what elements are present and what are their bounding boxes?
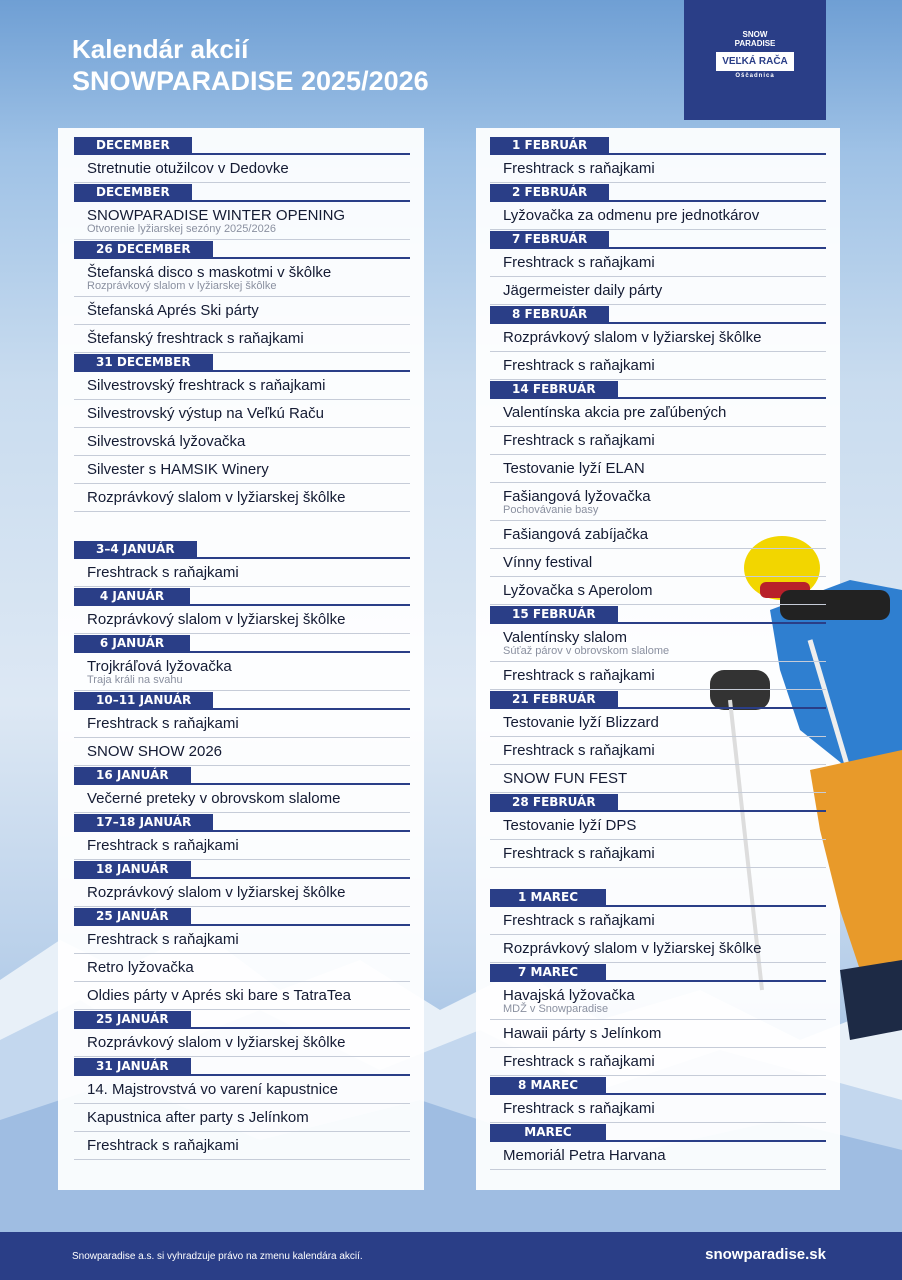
event-title: Testovanie lyží Blizzard (503, 714, 659, 731)
event-item (74, 877, 410, 907)
date-header: 4 JANUÁR (74, 588, 190, 605)
event-title: Silvestrovský freshtrack s raňajkami (87, 377, 326, 394)
date-header: 7 MAREC (490, 964, 606, 981)
event-title: Štefanská disco s maskotmi v škôlke (87, 264, 332, 281)
event-item (490, 1140, 826, 1170)
section-gap (490, 868, 826, 888)
left-column (74, 136, 410, 1160)
logo-sub: Oščadnica (735, 73, 775, 79)
event-title: SNOW FUN FEST (503, 770, 628, 787)
event-title: Štefanská Aprés Ski párty (87, 302, 259, 319)
event-subtitle: Pochovávanie basy (503, 504, 599, 516)
date-header: 17–18 JANUÁR (74, 814, 213, 831)
event-item (490, 1048, 826, 1076)
brand-logo (684, 0, 826, 120)
date-header-row (74, 691, 410, 708)
event-item (490, 707, 826, 737)
event-title: Freshtrack s raňajkami (503, 432, 655, 449)
event-item (490, 277, 826, 305)
event-title: Rozprávkový slalom v lyžiarskej škôlke (87, 489, 346, 506)
date-header: 7 FEBRUÁR (490, 231, 609, 248)
event-title: Freshtrack s raňajkami (503, 912, 655, 929)
event-title: Fašiangová zabíjačka (503, 526, 649, 543)
event-title: Freshtrack s raňajkami (87, 931, 239, 948)
date-header: 14 FEBRUÁR (490, 381, 618, 398)
event-item (74, 783, 410, 813)
date-header-row (490, 305, 826, 322)
date-header-row (74, 1010, 410, 1027)
event-item (490, 840, 826, 868)
date-header-row (74, 907, 410, 924)
event-item (74, 400, 410, 428)
date-header: 10–11 JANUÁR (74, 692, 213, 709)
event-title: Silvester s HAMSIK Winery (87, 461, 269, 478)
event-title: Vínny festival (503, 554, 593, 571)
event-item (490, 662, 826, 690)
event-title: Valentínsky slalom (503, 629, 627, 646)
event-item (74, 257, 410, 297)
date-header: MAREC (490, 1124, 606, 1141)
event-title: SNOW SHOW 2026 (87, 743, 223, 760)
event-item (490, 980, 826, 1020)
event-item (74, 954, 410, 982)
event-title: Hawaii párty s Jelínkom (503, 1025, 662, 1042)
event-subtitle: Traja králi na svahu (87, 674, 183, 686)
date-header-row (490, 380, 826, 397)
date-header: DECEMBER (74, 184, 192, 201)
event-title: Freshtrack s raňajkami (503, 160, 655, 177)
event-item (490, 352, 826, 380)
footer-website-link[interactable]: snowparadise.sk (705, 1246, 826, 1263)
event-subtitle: MDŽ v Snowparadise (503, 1003, 609, 1015)
event-item (490, 1093, 826, 1123)
event-item (490, 322, 826, 352)
event-title: Testovanie lyží DPS (503, 817, 637, 834)
event-title: Freshtrack s raňajkami (87, 1137, 239, 1154)
event-title: Freshtrack s raňajkami (503, 1053, 655, 1070)
event-item (490, 810, 826, 840)
event-item (490, 905, 826, 935)
event-item (490, 765, 826, 793)
event-item (74, 297, 410, 325)
event-title: Štefanský freshtrack s raňajkami (87, 330, 304, 347)
event-title: 14. Majstrovstvá vo varení kapustnice (87, 1081, 338, 1098)
event-title: Oldies párty v Aprés ski bare s TatraTea (87, 987, 352, 1004)
event-item (490, 737, 826, 765)
event-item (490, 247, 826, 277)
date-header: 31 JANUÁR (74, 1058, 191, 1075)
date-header: 3–4 JANUÁR (74, 541, 197, 558)
date-header: 1 FEBRUÁR (490, 137, 609, 154)
date-header-row (74, 634, 410, 651)
date-header: 15 FEBRUÁR (490, 606, 618, 623)
section-gap (74, 512, 410, 540)
event-title: Freshtrack s raňajkami (87, 564, 239, 581)
event-title: Freshtrack s raňajkami (503, 357, 655, 374)
date-header: 25 JANUÁR (74, 1011, 191, 1028)
event-title: SNOWPARADISE WINTER OPENING (87, 207, 346, 224)
event-item (74, 325, 410, 353)
event-title: Memoriál Petra Harvana (503, 1147, 666, 1164)
event-subtitle: Otvorenie lyžiarskej sezóny 2025/2026 (87, 223, 276, 235)
event-item (74, 738, 410, 766)
date-header-row (490, 183, 826, 200)
event-item (74, 1132, 410, 1160)
event-item (74, 604, 410, 634)
event-title: Testovanie lyží ELAN (503, 460, 645, 477)
event-title: Freshtrack s raňajkami (503, 1100, 655, 1117)
logo-paradise: PARADISE (734, 39, 776, 48)
date-header-row (490, 230, 826, 247)
date-header: 8 MAREC (490, 1077, 606, 1094)
date-header: 25 JANUÁR (74, 908, 191, 925)
date-header-row (74, 240, 410, 257)
date-header-row (74, 766, 410, 783)
event-item (74, 708, 410, 738)
event-item (74, 651, 410, 691)
page-title (72, 34, 429, 98)
event-title: Havajská lyžovačka (503, 987, 635, 1004)
event-title: Freshtrack s raňajkami (87, 715, 239, 732)
event-title: Rozprávkový slalom v lyžiarskej škôlke (87, 884, 346, 901)
footer-disclaimer: Snowparadise a.s. si vyhradzuje právo na zmenu kalendára akcií. (72, 1251, 363, 1262)
event-title: Kapustnica after party s Jelínkom (87, 1109, 309, 1126)
event-item (490, 397, 826, 427)
footer (0, 1232, 902, 1280)
date-header: 2 FEBRUÁR (490, 184, 609, 201)
event-item (74, 428, 410, 456)
date-header: 28 FEBRUÁR (490, 794, 618, 811)
event-item (74, 153, 410, 183)
date-header-row (490, 1076, 826, 1093)
date-header: 26 DECEMBER (74, 241, 213, 258)
event-title: Freshtrack s raňajkami (503, 254, 655, 271)
logo-snow: SNOW (742, 30, 768, 39)
date-header-row (74, 540, 410, 557)
event-title: Stretnutie otužilcov v Dedovke (87, 160, 289, 177)
date-header-row (74, 813, 410, 830)
date-header-row (490, 963, 826, 980)
event-item (490, 935, 826, 963)
event-title: Valentínska akcia pre zaľúbených (503, 404, 727, 421)
event-item (490, 483, 826, 521)
date-header-row (490, 605, 826, 622)
date-header-row (490, 136, 826, 153)
date-header-row (490, 1123, 826, 1140)
date-header-row (490, 793, 826, 810)
event-item (490, 455, 826, 483)
event-title: Večerné preteky v obrovskom slalome (87, 790, 341, 807)
event-title: Lyžovačka za odmenu pre jednotkárov (503, 207, 760, 224)
event-item (74, 1104, 410, 1132)
event-item (74, 200, 410, 240)
right-column (490, 136, 826, 1170)
date-header-row (74, 1057, 410, 1074)
event-item (490, 577, 826, 605)
event-item (490, 200, 826, 230)
date-header-row (74, 587, 410, 604)
event-item (74, 1027, 410, 1057)
date-header-row (74, 353, 410, 370)
event-item (74, 370, 410, 400)
event-subtitle: Rozprávkový slalom v lyžiarskej škôlke (87, 280, 277, 292)
event-item (490, 521, 826, 549)
title-line2: SNOWPARADISE 2025/2026 (72, 66, 429, 97)
date-header: 1 MAREC (490, 889, 606, 906)
event-title: Retro lyžovačka (87, 959, 194, 976)
date-header: 6 JANUÁR (74, 635, 190, 652)
event-title: Freshtrack s raňajkami (503, 742, 655, 759)
event-title: Fašiangová lyžovačka (503, 488, 651, 505)
event-item (74, 830, 410, 860)
date-header-row (74, 860, 410, 877)
date-header: 21 FEBRUÁR (490, 691, 618, 708)
event-item (74, 1074, 410, 1104)
logo-brand: VEĽKÁ RAČA (716, 52, 794, 71)
event-subtitle: Súťaž párov v obrovskom slalome (503, 645, 670, 657)
event-title: Freshtrack s raňajkami (87, 837, 239, 854)
event-item (490, 153, 826, 183)
event-title: Freshtrack s raňajkami (503, 667, 655, 684)
event-item (74, 982, 410, 1010)
event-title: Rozprávkový slalom v lyžiarskej škôlke (87, 611, 346, 628)
event-item (74, 484, 410, 512)
event-item (490, 427, 826, 455)
date-header: DECEMBER (74, 137, 192, 154)
event-item (490, 622, 826, 662)
event-title: Rozprávkový slalom v lyžiarskej škôlke (503, 940, 762, 957)
date-header-row (490, 888, 826, 905)
date-header: 18 JANUÁR (74, 861, 191, 878)
event-title: Silvestrovský výstup na Veľkú Raču (87, 405, 324, 422)
date-header: 8 FEBRUÁR (490, 306, 609, 323)
event-title: Rozprávkový slalom v lyžiarskej škôlke (87, 1034, 346, 1051)
event-title: Jägermeister daily párty (503, 282, 663, 299)
date-header-row (74, 183, 410, 200)
event-item (490, 1020, 826, 1048)
date-header-row (74, 136, 410, 153)
event-title: Trojkráľová lyžovačka (87, 658, 232, 675)
date-header-row (490, 690, 826, 707)
event-title: Freshtrack s raňajkami (503, 845, 655, 862)
date-header: 31 DECEMBER (74, 354, 213, 371)
title-line1: Kalendár akcií (72, 34, 249, 64)
event-title: Rozprávkový slalom v lyžiarskej škôlke (503, 329, 762, 346)
event-item (74, 456, 410, 484)
event-item (490, 549, 826, 577)
event-title: Silvestrovská lyžovačka (87, 433, 246, 450)
event-item (74, 924, 410, 954)
event-item (74, 557, 410, 587)
date-header: 16 JANUÁR (74, 767, 191, 784)
event-title: Lyžovačka s Aperolom (503, 582, 653, 599)
